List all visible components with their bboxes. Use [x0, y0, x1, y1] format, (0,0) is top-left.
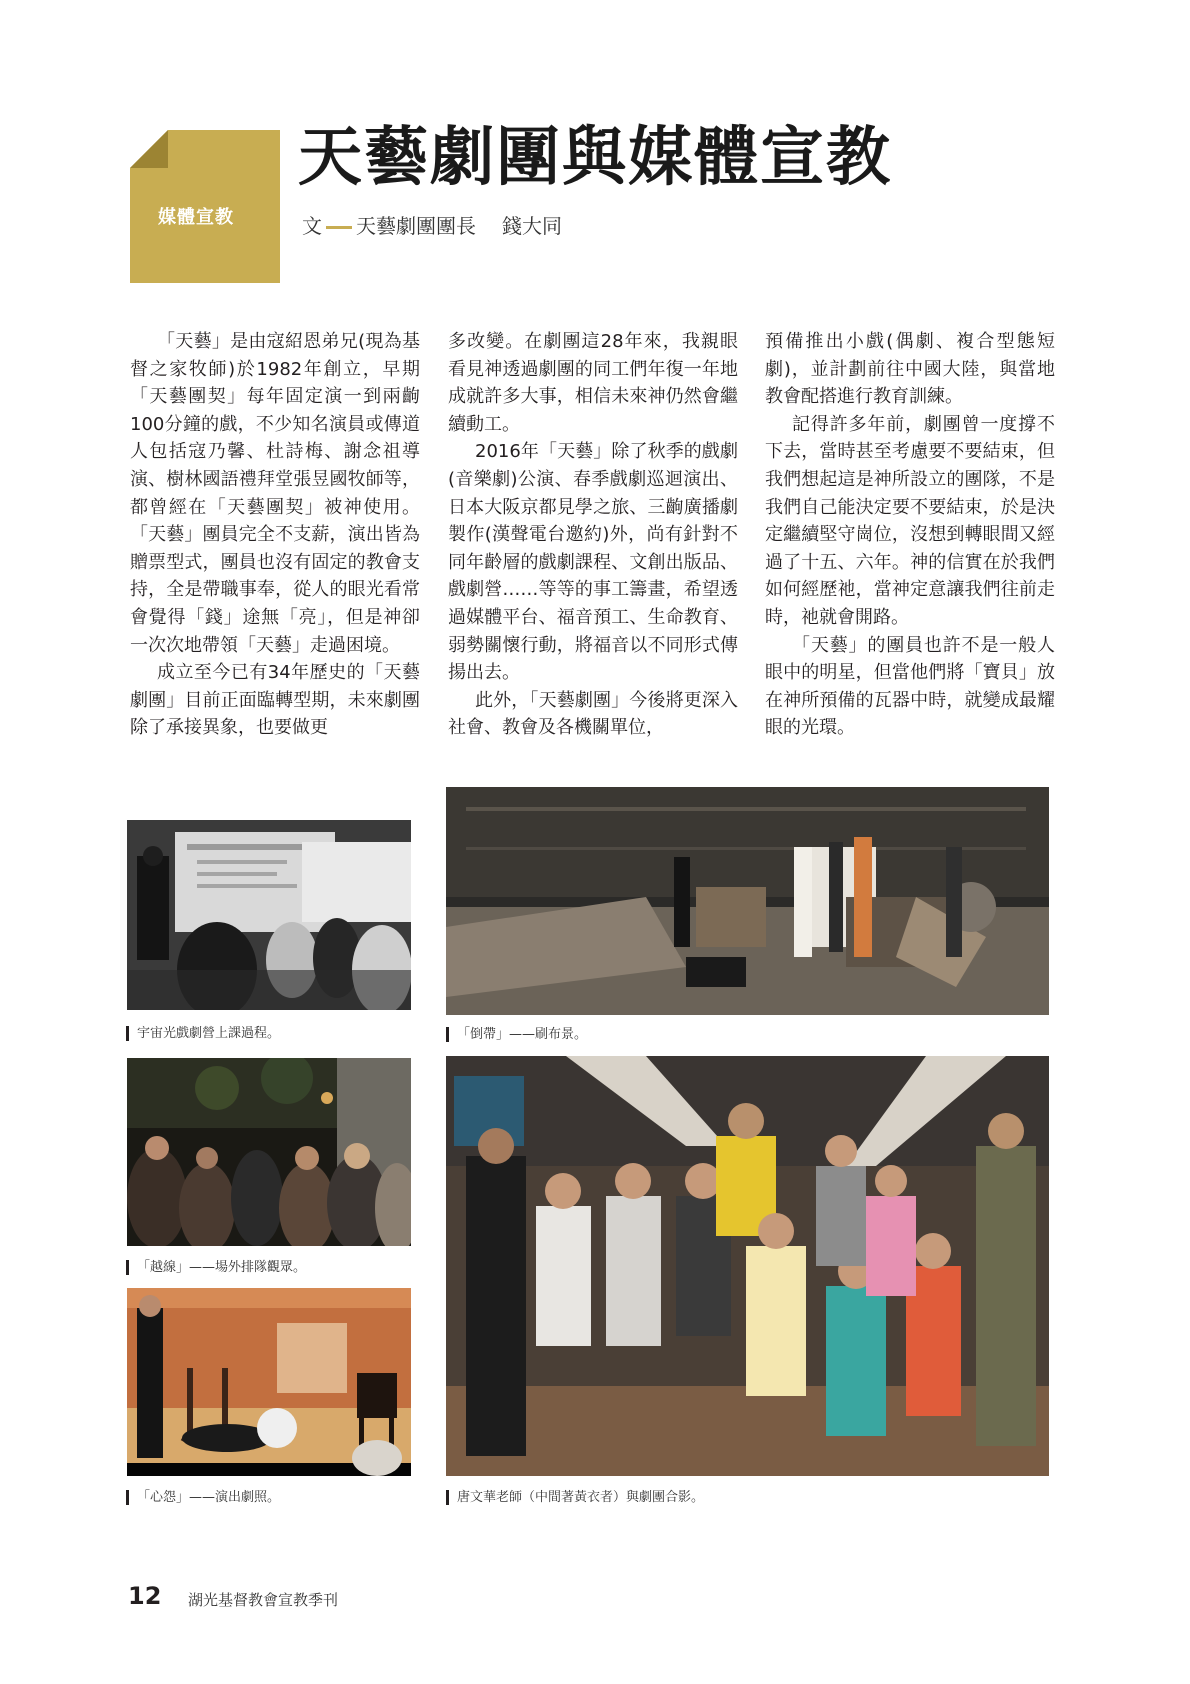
byline — [302, 210, 562, 239]
byline-role: 天藝劇團團長 — [356, 214, 476, 238]
text-column-1 — [130, 328, 420, 742]
byline-author: 錢大同 — [502, 214, 562, 238]
caption-queue: 「越線」——場外排隊觀眾。 — [126, 1256, 306, 1275]
paragraph: 預備推出小戲(偶劇、複合型態短劇)，並計劃前往中國大陸，與當地教會配搭進行教育訓練。 — [765, 331, 1055, 408]
folded-corner-shadow — [130, 130, 168, 168]
paragraph: 此外，「天藝劇團」今後將更深入社會、教會及各機關單位， — [448, 689, 738, 739]
caption-rehearsal: 「倒帶」——刷布景。 — [446, 1023, 587, 1042]
byline-prefix: 文 — [302, 214, 322, 238]
photo-queue — [127, 1058, 411, 1246]
photo-rehearsal — [446, 787, 1049, 1015]
article-title: 天藝劇團與媒體宣教 — [298, 121, 892, 195]
paragraph: 多改變。在劇團這28年來，我親眼看見神透過劇團的同工們年復一年地成就許多大事，相信未來神仍然會繼續動工。 — [448, 331, 738, 435]
text-column-2 — [448, 328, 738, 742]
page-number: 12 — [128, 1582, 162, 1610]
publication-name: 湖光基督教會宣教季刊 — [188, 1591, 339, 1609]
paragraph: 「天藝」是由寇紹恩弟兄(現為基督之家牧師)於1982年創立，早期「天藝團契」每年固定演一到兩齣100分鐘的戲，不少知名演員或傳道人包括寇乃馨、杜詩梅、謝念祖導演、樹林國語禮拜堂張昱國牧師等，都曾經在「天藝團契」被神使用。「天藝」團員完全不支薪，演出皆為贈票型式，團員也沒有固定的教會支持，全是帶職事奉，從人的眼光看常會覺得「錢」途無「亮」，但是神卻一次次地帶領「天藝」走過困境。 — [130, 331, 420, 656]
caption-classroom: 宇宙光戲劇營上課過程。 — [126, 1022, 280, 1041]
paragraph: 2016年「天藝」除了秋季的戲劇(音樂劇)公演、春季戲劇巡迴演出、日本大阪京都見學之旅、三齣廣播劇製作(漢聲電台邀約)外，尚有針對不同年齡層的戲劇課程、文創出版品、戲劇營……等等的事工籌畫，希望透過媒體平台、福音預工、生命教育、弱勢關懷行動，將福音以不同形式傳揚出去。 — [448, 441, 738, 684]
paragraph: 成立至今已有34年歷史的「天藝劇團」目前正面臨轉型期，未來劇團除了承接異象，也要做更 — [130, 662, 420, 739]
paragraph: 記得許多年前，劇團曾一度撐不下去，當時甚至考慮要不要結束，但我們想起這是神所設立的團隊，不是我們自己能決定要不要結束，於是決定繼續堅守崗位，沒想到轉眼間又經過了十五、六年。神的信實在於我們如何經歷祂，當神定意讓我們往前走時，祂就會開路。 — [765, 413, 1055, 628]
byline-dash — [326, 226, 352, 229]
section-tag: 媒體宣教 — [158, 207, 234, 228]
paragraph: 「天藝」的團員也許不是一般人眼中的明星，但當他們將「寶貝」放在神所預備的瓦器中時，就變成最耀眼的光環。 — [765, 634, 1055, 739]
photo-group — [446, 1056, 1049, 1476]
caption-group: 唐文華老師（中間著黃衣者）與劇團合影。 — [446, 1486, 704, 1505]
photo-classroom — [127, 820, 411, 1010]
caption-stage: 「心怨」——演出劇照。 — [126, 1486, 280, 1505]
text-column-3 — [765, 328, 1055, 742]
photo-stage — [127, 1288, 411, 1476]
